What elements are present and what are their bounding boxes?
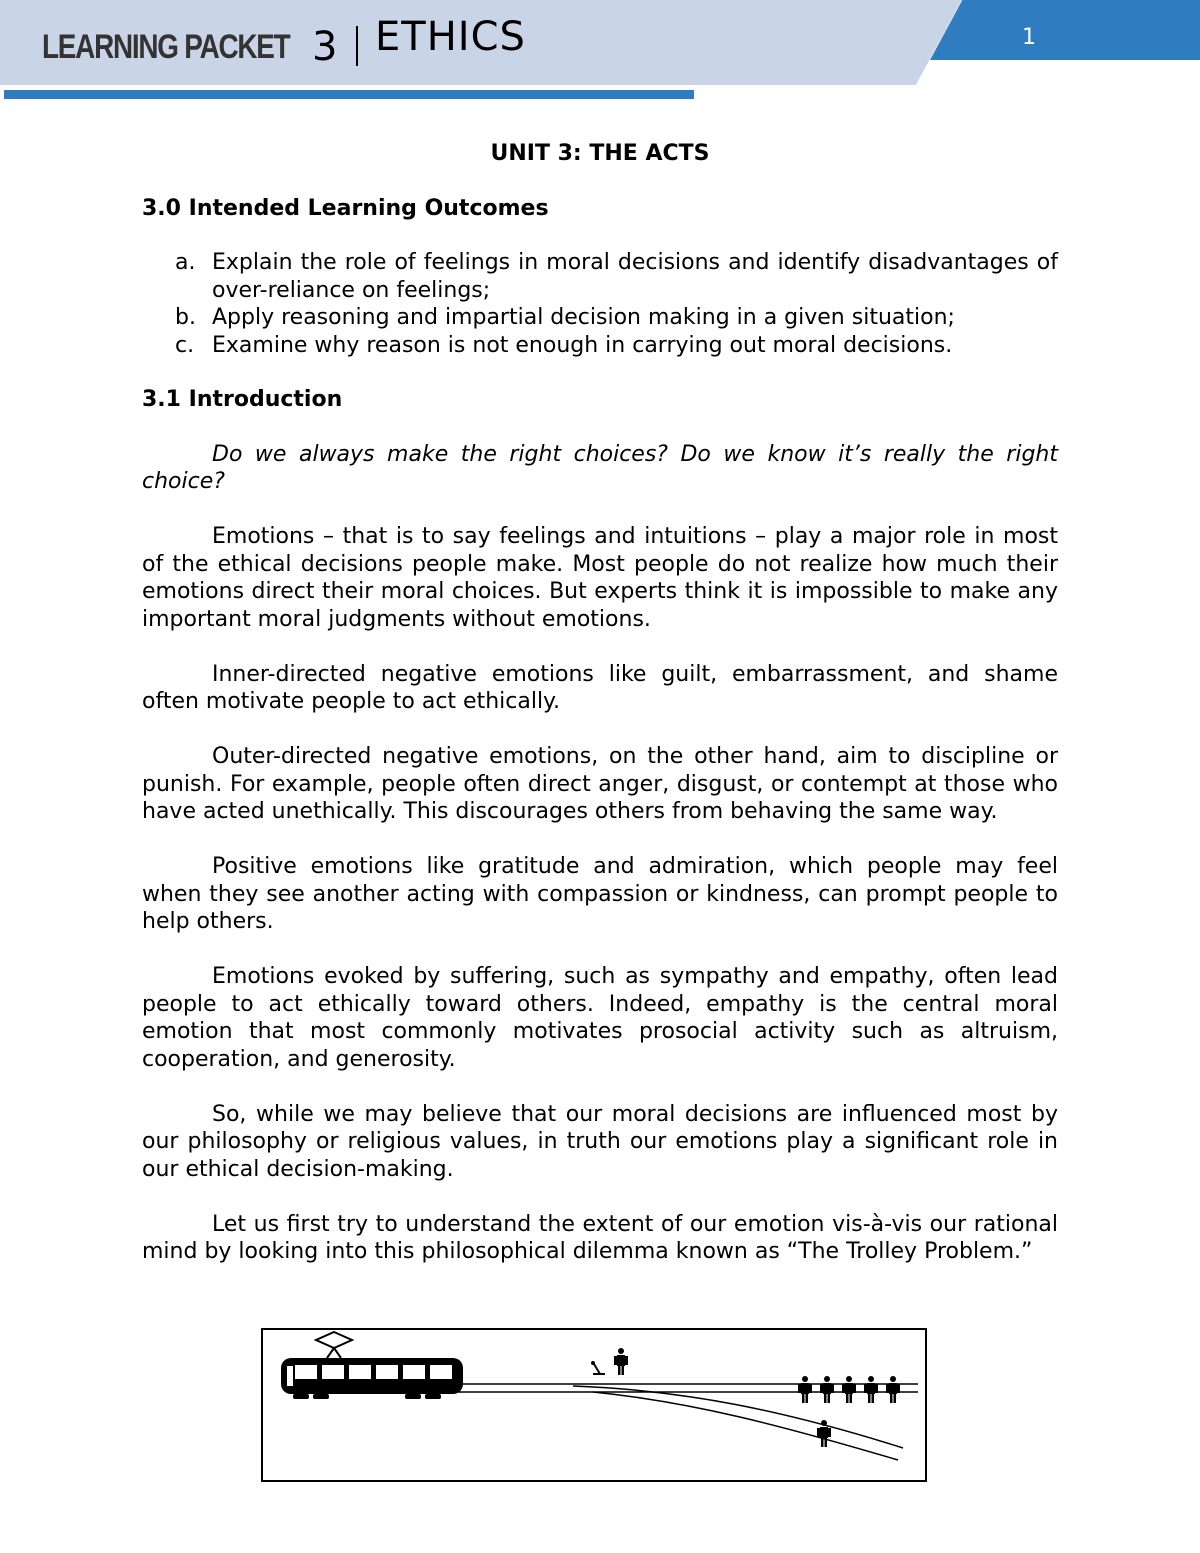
document-body	[142, 140, 1058, 1293]
list-marker: a.	[175, 250, 196, 275]
list-item-text: Examine why reason is not enough in carrying out moral decisions.	[212, 332, 953, 358]
paragraph: So, while we may believe that our moral decisions are influenced most by our philosophy or religious values, in truth our emotions play a significant role in our ethical decision-making.	[142, 1101, 1058, 1182]
person-icon	[886, 1376, 900, 1403]
learning-packet-logo: LEARNING PACKET	[42, 28, 290, 66]
list-marker: b.	[175, 305, 196, 330]
header-subject: ETHICS	[375, 14, 526, 60]
paragraph: Outer-directed negative emotions, on the other hand, aim to discipline or punish. For example, people often direct anger, disgust, or contempt at those who have acted unethically. This discourages others from behaving the same way.	[142, 744, 1058, 824]
header-rule	[4, 90, 694, 99]
introduction-question: Do we always make the right choices? Do we know it’s really the right choice?	[142, 441, 1058, 494]
trolley-illustration	[263, 1330, 925, 1480]
trolley-icon	[281, 1332, 463, 1399]
unit-title: UNIT 3: THE ACTS	[490, 141, 710, 166]
paragraph: Let us first try to understand the extent of our emotion vis-à-vis our rational mind by looking into this philosophical dilemma known as “The Trolley Problem.”	[142, 1211, 1058, 1264]
page-number: 1	[1022, 25, 1036, 50]
outcomes-heading: 3.0 Intended Learning Outcomes	[142, 195, 549, 221]
header-unit-number: 3	[312, 24, 338, 70]
header-divider	[356, 26, 358, 66]
list-item	[142, 249, 1058, 304]
paragraph: Positive emotions like gratitude and admiration, which people may feel when they see another acting with compassion or kindness, can prompt people to help others.	[142, 854, 1058, 934]
paragraph: Inner-directed negative emotions like guilt, embarrassment, and shame often motivate people to act ethically.	[142, 661, 1058, 714]
person-icon	[842, 1376, 856, 1403]
list-item-text: Explain the role of feelings in moral decisions and identify disadvantages of over-reliance on feelings;	[212, 250, 1058, 303]
person-icon	[864, 1376, 878, 1403]
list-marker: c.	[175, 332, 195, 358]
list-item	[142, 304, 1058, 332]
person-icon	[614, 1348, 628, 1375]
person-icon	[820, 1376, 834, 1403]
person-icon	[798, 1376, 812, 1403]
page-number-tab	[930, 0, 1200, 60]
list-item	[142, 332, 1058, 360]
outcomes-list	[142, 249, 1058, 359]
introduction-heading: 3.1 Introduction	[142, 387, 343, 412]
list-item-text: Apply reasoning and impartial decision making in a given situation;	[212, 305, 955, 330]
side-track-rail	[593, 1392, 898, 1460]
trolley-problem-figure	[261, 1328, 927, 1482]
paragraph: Emotions evoked by suffering, such as sympathy and empathy, often lead people to act ethically toward others. Indeed, empathy is the central moral emotion that most commonly motivates prosocial activity such as altruism, cooperation, and generosity.	[142, 964, 1058, 1072]
lever-icon	[591, 1361, 605, 1374]
paragraph: Emotions – that is to say feelings and intuitions – play a major role in most of the ethical decisions people make. Most people do not realize how much their emotions direct their moral choices. But experts think it is impossible to make any important moral judgments without emotions.	[142, 524, 1058, 632]
